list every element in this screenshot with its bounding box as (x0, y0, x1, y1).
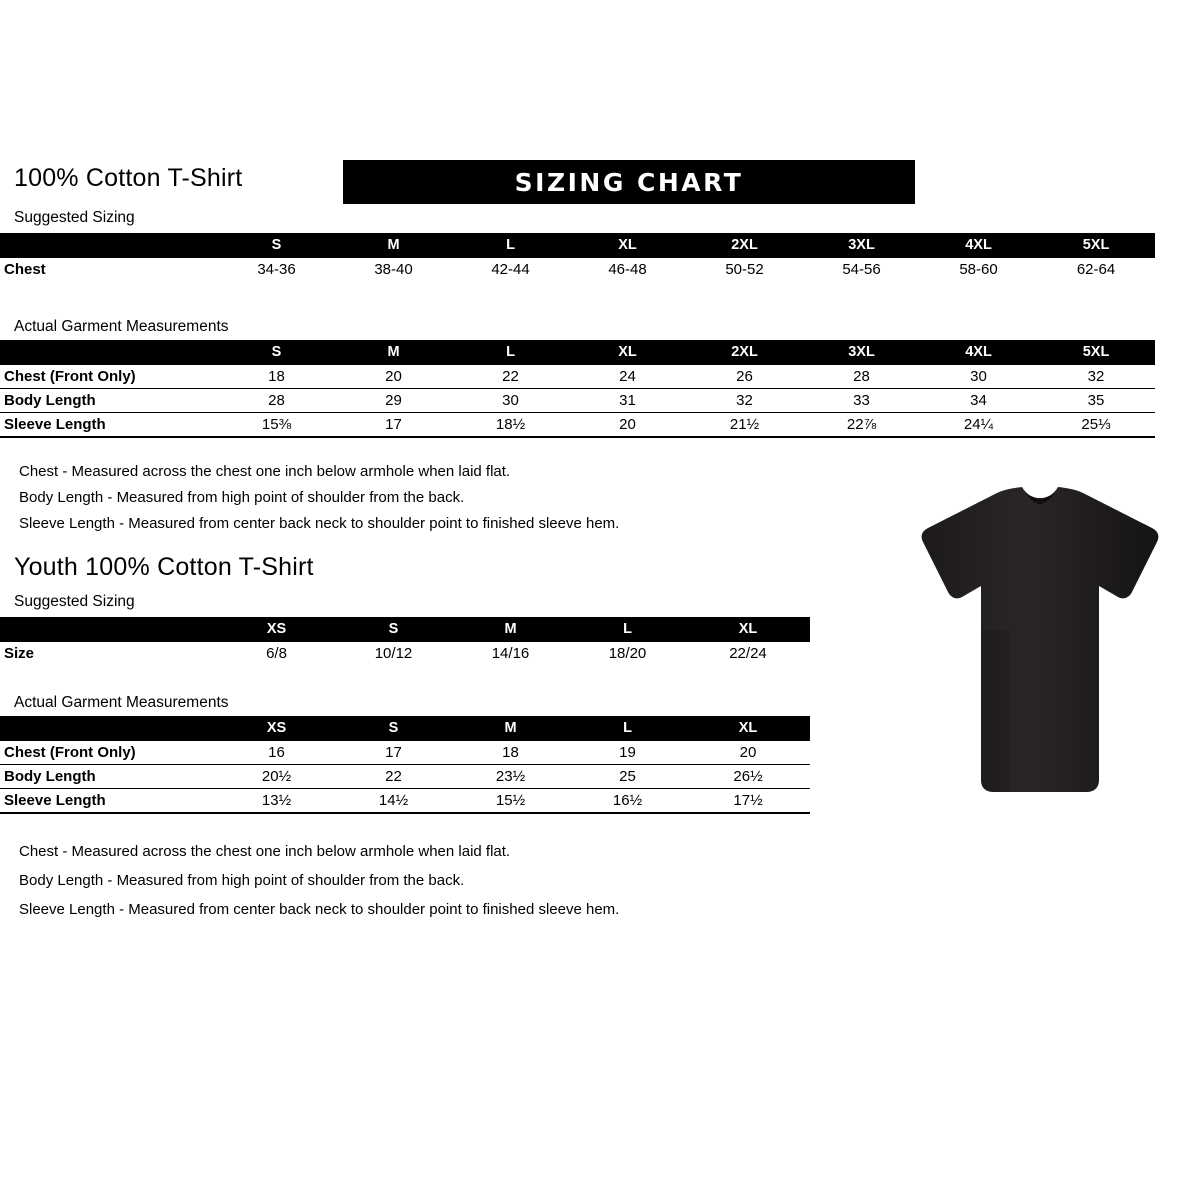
cell-chestfront-5xl: 32 (1037, 365, 1155, 389)
col-head-m: M (452, 716, 569, 741)
table-row (0, 258, 1155, 281)
col-head-xl: XL (686, 617, 810, 642)
adult-note-body-length: Body Length - Measured from high point of shoulder from the back. (19, 489, 465, 506)
cell-chestfront-s: 17 (335, 741, 452, 765)
col-head-2xl: 2XL (686, 233, 803, 258)
cell-chest-s: 34-36 (257, 261, 296, 278)
cell-sleeve-s: 15⅜ (218, 413, 335, 438)
cell-bodylength-s: 22 (335, 765, 452, 789)
col-head-l: L (569, 617, 686, 642)
cell-chestfront-l: 19 (569, 741, 686, 765)
cell-sleeve-m: 15½ (452, 789, 569, 814)
cell-bodylength-s: 28 (218, 389, 335, 413)
cell-bodylength-xs: 20½ (218, 765, 335, 789)
cell-size-l: 18/20 (608, 645, 647, 662)
col-head-2xl: 2XL (686, 340, 803, 365)
col-head-s: S (218, 233, 335, 258)
cell-chest-2xl: 50-52 (725, 261, 764, 278)
youth-actual-measurements-table (0, 716, 810, 814)
col-head-xl: XL (686, 716, 810, 741)
cell-chestfront-2xl: 26 (686, 365, 803, 389)
cell-sleeve-xl: 17½ (686, 789, 810, 814)
table-header-row (0, 716, 810, 741)
row-label-size: Size (4, 645, 35, 662)
col-head-m: M (452, 617, 569, 642)
col-head-xl: XL (569, 340, 686, 365)
cell-bodylength-l: 25 (569, 765, 686, 789)
col-head-3xl: 3XL (803, 340, 920, 365)
table-header-row (0, 233, 1155, 258)
row-label-body-length: Body Length (0, 389, 218, 413)
cell-chestfront-s: 18 (218, 365, 335, 389)
cell-bodylength-m: 29 (335, 389, 452, 413)
sizing-chart-banner (343, 160, 915, 204)
row-label-chest-front-only: Chest (Front Only) (0, 365, 218, 389)
col-head-m: M (335, 340, 452, 365)
cell-sleeve-4xl: 24¼ (920, 413, 1037, 438)
cell-chestfront-l: 22 (452, 365, 569, 389)
col-head-4xl: 4XL (920, 340, 1037, 365)
cell-sleeve-2xl: 21½ (686, 413, 803, 438)
col-head-xs: XS (218, 716, 335, 741)
col-head-blank (0, 617, 218, 642)
col-head-blank (0, 233, 218, 258)
cell-sleeve-l: 16½ (569, 789, 686, 814)
youth-suggested-sizing-label: Suggested Sizing (14, 593, 135, 610)
table-row (0, 642, 810, 665)
table-row (0, 365, 1155, 389)
cell-bodylength-xl: 31 (569, 389, 686, 413)
cell-chest-5xl: 62-64 (1076, 261, 1116, 278)
col-head-3xl: 3XL (803, 233, 920, 258)
cell-size-m: 14/16 (491, 645, 530, 662)
cell-sleeve-m: 17 (335, 413, 452, 438)
cell-chest-xl: 46-48 (608, 261, 647, 278)
t-shirt-illustration (890, 480, 1190, 810)
col-head-s: S (218, 340, 335, 365)
cell-sleeve-xl: 20 (569, 413, 686, 438)
adult-note-chest: Chest - Measured across the chest one inch below armhole when laid flat. (19, 463, 511, 480)
row-label-sleeve-length: Sleeve Length (0, 789, 218, 814)
cell-sleeve-s: 14½ (335, 789, 452, 814)
sizing-chart-banner-label: SIZING CHART (514, 168, 744, 197)
table-row (0, 765, 810, 789)
cell-chestfront-m: 18 (452, 741, 569, 765)
row-label-chest: Chest (4, 261, 46, 278)
cell-sleeve-3xl: 22⅞ (803, 413, 920, 438)
table-row (0, 741, 810, 765)
col-head-l: L (452, 233, 569, 258)
cell-chest-3xl: 54-56 (842, 261, 881, 278)
cell-bodylength-5xl: 35 (1037, 389, 1155, 413)
youth-suggested-sizing-table (0, 617, 810, 665)
col-head-s: S (335, 617, 452, 642)
adult-actual-measurements-table (0, 340, 1155, 438)
cell-bodylength-3xl: 33 (803, 389, 920, 413)
col-head-l: L (452, 340, 569, 365)
cell-bodylength-m: 23½ (452, 765, 569, 789)
cell-chestfront-xs: 16 (218, 741, 335, 765)
cell-sleeve-xs: 13½ (218, 789, 335, 814)
col-head-blank (0, 716, 218, 741)
table-row (0, 389, 1155, 413)
col-head-s: S (335, 716, 452, 741)
cell-chestfront-4xl: 30 (920, 365, 1037, 389)
cell-chestfront-3xl: 28 (803, 365, 920, 389)
youth-note-body-length: Body Length - Measured from high point of shoulder from the back. (19, 872, 465, 889)
youth-actual-measurements-label: Actual Garment Measurements (14, 694, 229, 711)
cell-bodylength-l: 30 (452, 389, 569, 413)
cell-size-xs: 6/8 (266, 645, 287, 662)
cell-bodylength-4xl: 34 (920, 389, 1037, 413)
cell-size-xl: 22/24 (729, 645, 767, 662)
adult-suggested-sizing-table (0, 233, 1155, 281)
col-head-5xl: 5XL (1037, 340, 1155, 365)
col-head-m: M (335, 233, 452, 258)
cell-chest-l: 42-44 (491, 261, 530, 278)
youth-heading: Youth 100% Cotton T-Shirt (14, 553, 314, 581)
adult-suggested-sizing-label: Suggested Sizing (14, 209, 135, 226)
cell-sleeve-5xl: 25⅓ (1037, 413, 1155, 438)
adult-heading: 100% Cotton T-Shirt (14, 164, 243, 192)
adult-note-sleeve-length: Sleeve Length - Measured from center back neck to shoulder point to finished sleeve hem. (19, 515, 620, 532)
col-head-xl: XL (569, 233, 686, 258)
row-label-body-length: Body Length (0, 765, 218, 789)
cell-bodylength-2xl: 32 (686, 389, 803, 413)
cell-chestfront-xl: 24 (569, 365, 686, 389)
col-head-l: L (569, 716, 686, 741)
col-head-4xl: 4XL (920, 233, 1037, 258)
col-head-xs: XS (218, 617, 335, 642)
cell-size-s: 10/12 (374, 645, 413, 662)
youth-note-chest: Chest - Measured across the chest one inch below armhole when laid flat. (19, 843, 511, 860)
cell-chestfront-m: 20 (335, 365, 452, 389)
cell-sleeve-l: 18½ (452, 413, 569, 438)
table-header-row (0, 617, 810, 642)
table-row (0, 789, 810, 814)
col-head-blank (0, 340, 218, 365)
adult-actual-measurements-label: Actual Garment Measurements (14, 318, 229, 335)
row-label-sleeve-length: Sleeve Length (0, 413, 218, 438)
col-head-5xl: 5XL (1037, 233, 1155, 258)
cell-chest-m: 38-40 (374, 261, 413, 278)
cell-bodylength-xl: 26½ (686, 765, 810, 789)
cell-chestfront-xl: 20 (686, 741, 810, 765)
row-label-chest-front-only: Chest (Front Only) (0, 741, 218, 765)
cell-chest-4xl: 58-60 (959, 261, 998, 278)
youth-note-sleeve-length: Sleeve Length - Measured from center back neck to shoulder point to finished sleeve hem. (19, 901, 620, 918)
table-row (0, 413, 1155, 438)
adult-header-row (14, 160, 1186, 204)
table-header-row (0, 340, 1155, 365)
